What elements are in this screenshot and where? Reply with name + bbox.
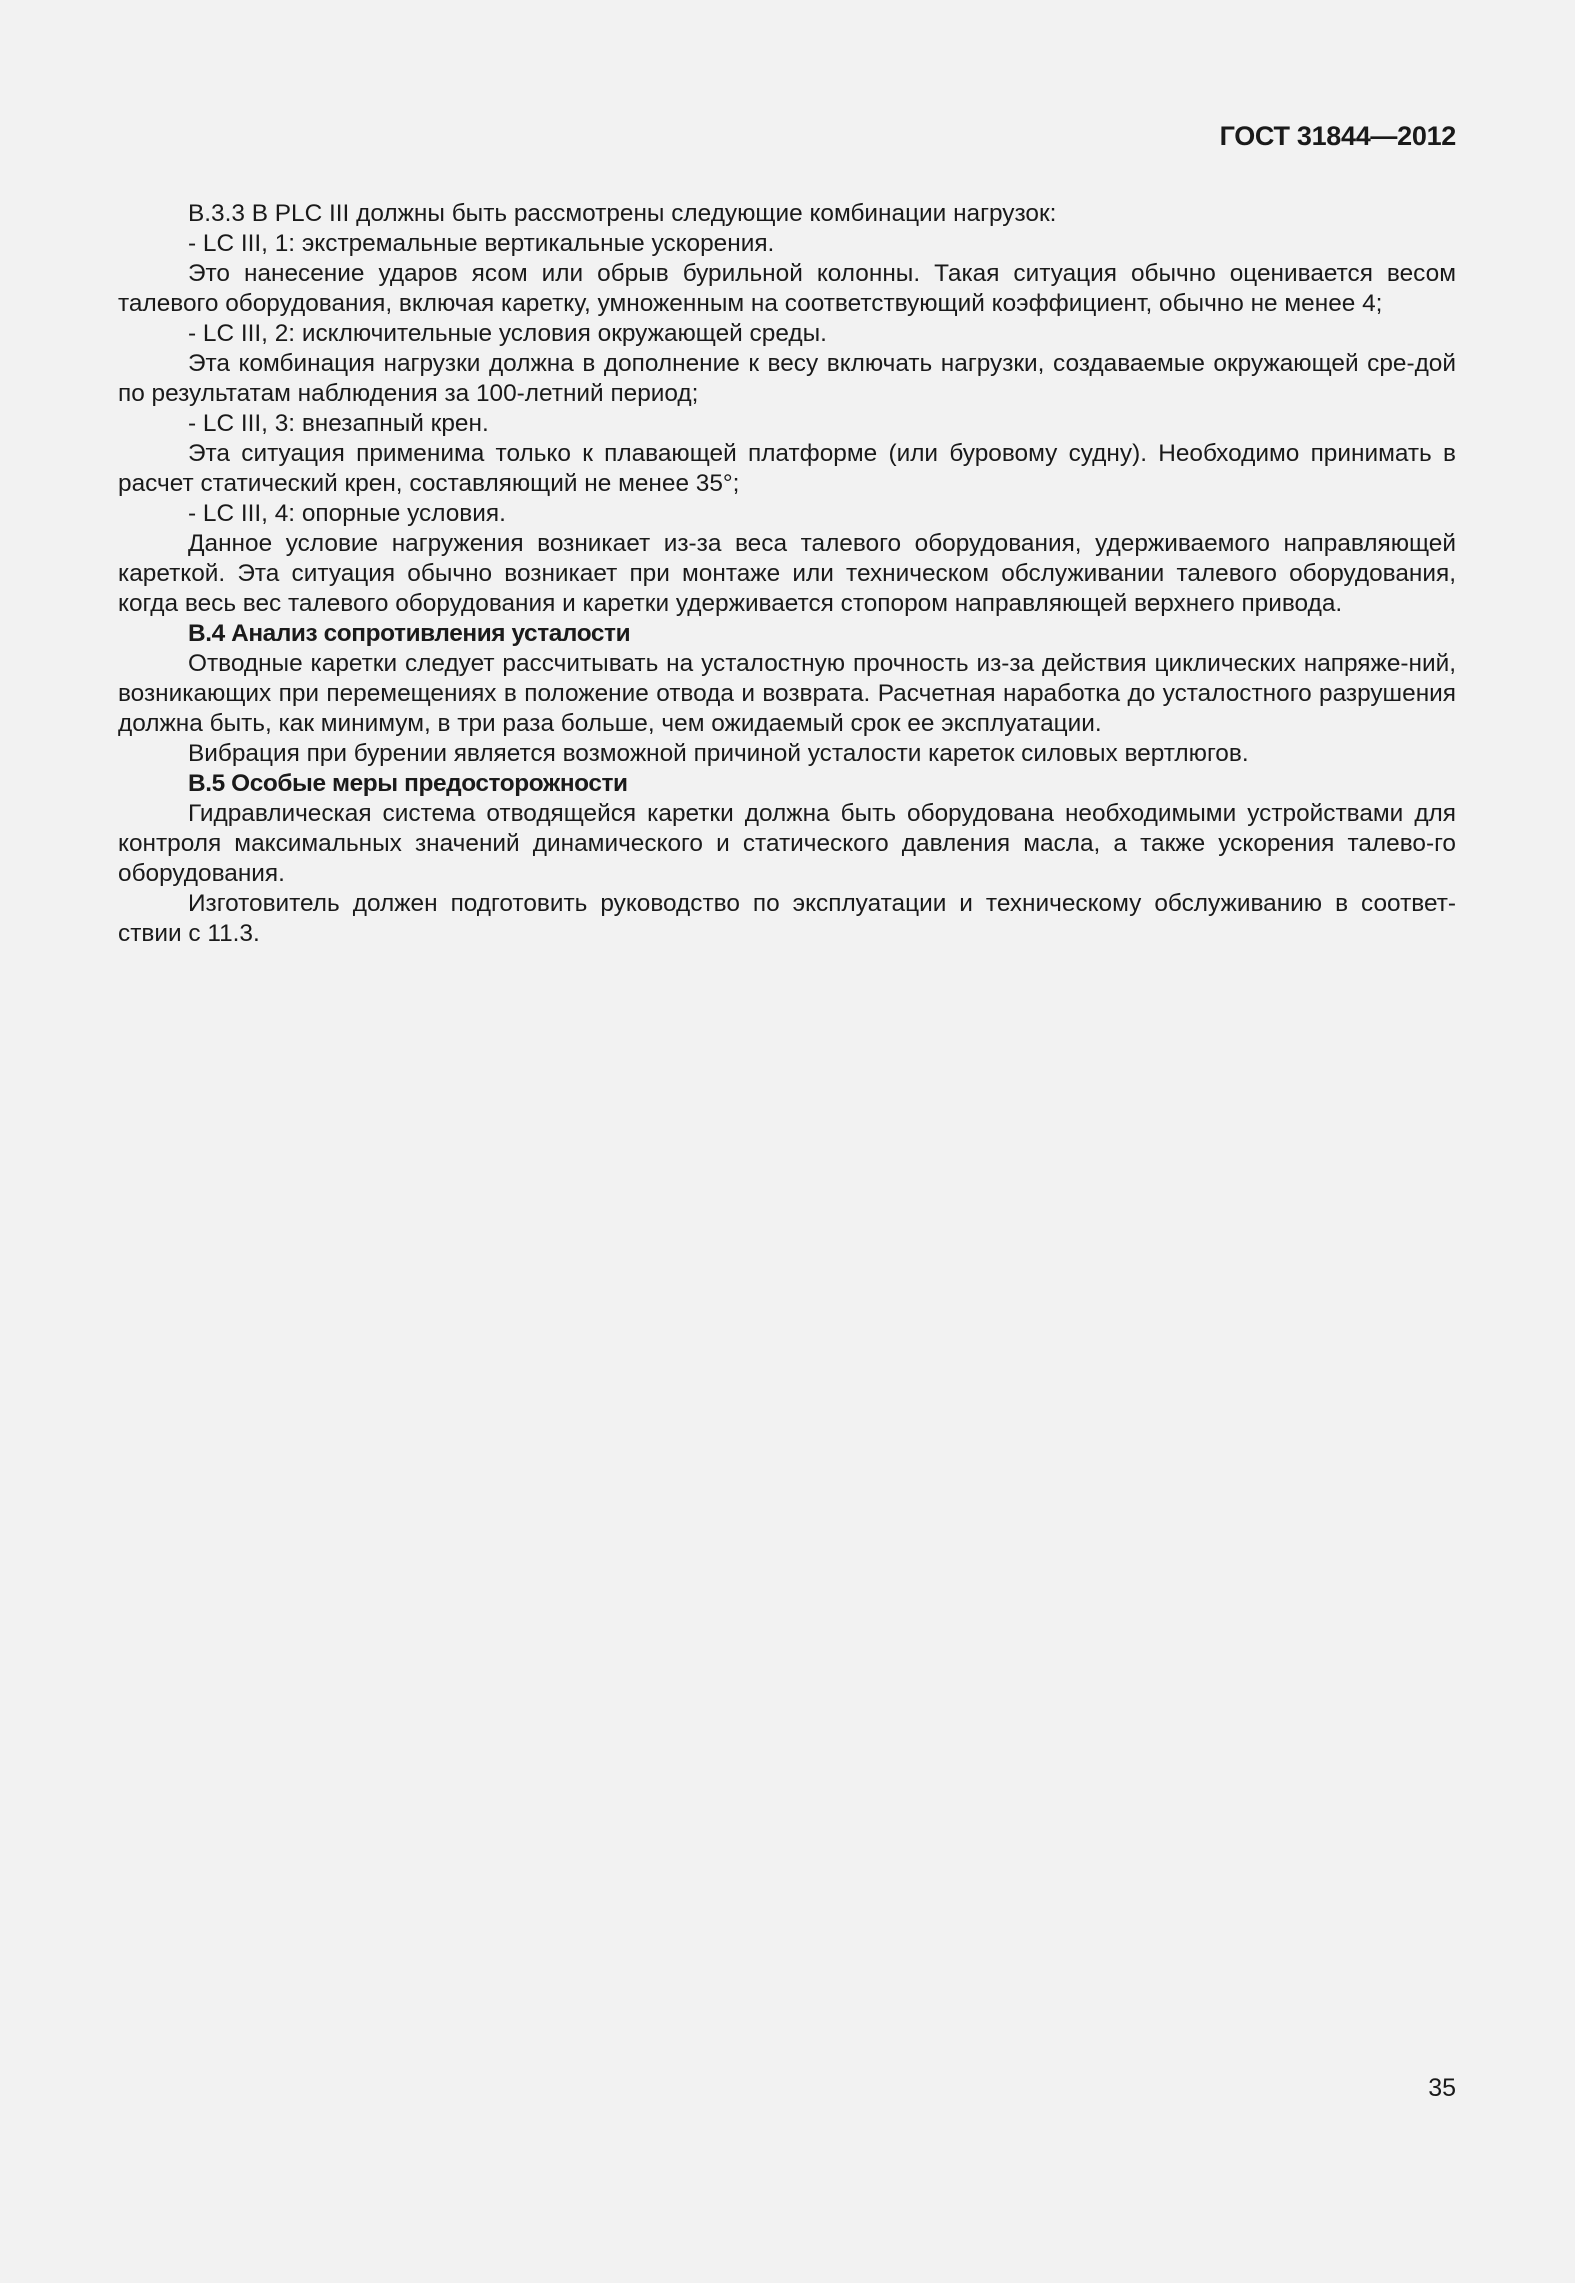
paragraph: - LC III, 2: исключительные условия окружающей среды. xyxy=(188,320,827,347)
paragraph: Вибрация при бурении является возможной причиной усталости кареток силовых вертлюгов. xyxy=(188,740,1249,767)
paragraph: Эта ситуация применима только к плавающей платформе (или буровому судну). Необходимо принимать в расчет статический крен, составляющий не менее 35°; xyxy=(118,440,1456,497)
paragraph: Данное условие нагружения возникает из-за веса талевого оборудования, удерживаемого направляющей кареткой. Эта ситуация обычно возникает при монтаже или техническом обслуживании талевого оборудования, когда весь вес талевого оборудования и каретки удерживается стопором направляющей верхнего привода. xyxy=(118,530,1456,617)
paragraph: B.3.3 В PLC III должны быть рассмотрены следующие комбинации нагрузок: xyxy=(188,200,1057,227)
section-heading-b5: B.5 Особые меры предосторожности xyxy=(188,770,628,797)
paragraph: Это нанесение ударов ясом или обрыв бурильной колонны. Такая ситуация обычно оценивается весом талевого оборудования, включая каретку, умноженным на соответствующий коэффициент, обычно не менее 4; xyxy=(118,260,1456,317)
paragraph: - LC III, 4: опорные условия. xyxy=(188,500,506,527)
document-body xyxy=(118,199,1456,949)
paragraph: - LC III, 1: экстремальные вертикальные ускорения. xyxy=(188,230,775,257)
paragraph: Эта комбинация нагрузки должна в дополнение к весу включать нагрузки, создаваемые окружающей сре-дой по результатам наблюдения за 100-летний период; xyxy=(118,350,1456,407)
paragraph: - LC III, 3: внезапный крен. xyxy=(188,410,489,437)
page-number: 35 xyxy=(1428,2074,1456,2102)
document-header-standard: ГОСТ 31844—2012 xyxy=(1219,121,1456,151)
section-heading-b4: B.4 Анализ сопротивления усталости xyxy=(188,620,631,647)
paragraph: Отводные каретки следует рассчитывать на усталостную прочность из-за действия циклических напряже-ний, возникающих при перемещениях в положение отвода и возврата. Расчетная наработка до усталостного разрушения должна быть, как минимум, в три раза больше, чем ожидаемый срок ее эксплуатации. xyxy=(118,650,1456,737)
paragraph: Гидравлическая система отводящейся каретки должна быть оборудована необходимыми устройствами для контроля максимальных значений динамического и статического давления масла, а также ускорения талево-го оборудования. xyxy=(118,800,1456,887)
paragraph: Изготовитель должен подготовить руководство по эксплуатации и техническому обслуживанию в соответ-ствии с 11.3. xyxy=(118,890,1456,947)
